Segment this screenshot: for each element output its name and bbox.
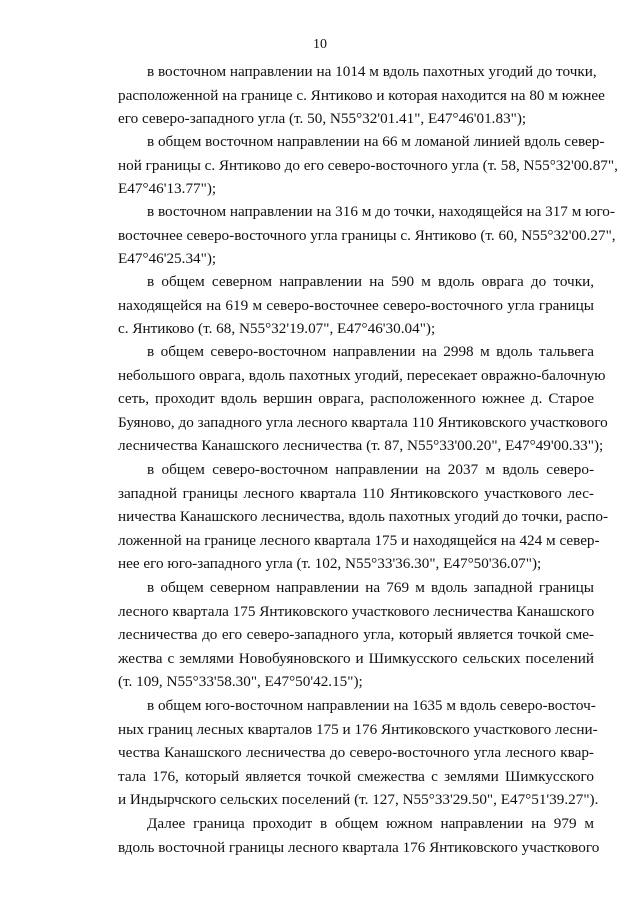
text-line: ложенной на границе лесного квартала 175 и находящейся на 424 м север- <box>118 531 600 549</box>
text-line: сеть, проходит вдоль вершин оврага, расположенного южнее д. Старое <box>118 390 594 407</box>
text-line: в общем восточном направлении на 66 м ломаной линией вдоль север- <box>147 133 605 150</box>
text-line: нее его юго-западного угла (т. 102, N55°33'36.30", E47°50'36.07"); <box>118 555 542 572</box>
paragraph-4 <box>118 270 594 341</box>
text-line: лесного квартала 175 Янтиковского участкового лесничества Канашского <box>118 602 595 620</box>
text-line: тала 176, который является точкой смежества с землями Шимкусского <box>118 767 594 785</box>
text-line: Далее граница проходит в общем южном направлении на 979 м <box>147 815 594 832</box>
paragraph-1 <box>118 60 605 131</box>
text-line: восточнее северо-восточного угла границы с. Янтиково (т. 60, N55°32'00.27", <box>118 226 616 244</box>
text-line: небольшого оврага, вдоль пахотных угодий, пересекает овражно-балочную <box>118 366 606 384</box>
text-line: ной границы с. Янтиково до его северо-восточного угла (т. 58, N55°32'00.87", <box>118 156 618 174</box>
paragraph-3 <box>118 200 616 271</box>
paragraph-9 <box>118 812 600 859</box>
text-line: с. Янтиково (т. 68, N55°32'19.07", E47°46'30.04"); <box>118 320 436 337</box>
text-line: лесничества до его северо-западного угла, который является точкой сме- <box>118 626 594 643</box>
text-line: чества Канашского лесничества до северо-восточного угла лесного квар- <box>118 744 594 761</box>
text-line: в восточном направлении на 316 м до точки, находящейся на 317 м юго- <box>147 203 615 220</box>
text-line: E47°46'13.77"); <box>118 180 217 197</box>
text-line: в общем северном направлении на 769 м вдоль западной границы <box>147 579 594 596</box>
text-line: лесничества Канашского лесничества (т. 87, N55°33'00.20", E47°49'00.33"); <box>118 437 604 454</box>
text-line: вдоль восточной границы лесного квартала 176 Янтиковского участкового <box>118 838 600 856</box>
paragraph-2 <box>118 130 618 201</box>
text-line: в общем северо-восточном направлении на 2037 м вдоль северо- <box>147 461 594 478</box>
paragraph-5 <box>118 340 608 458</box>
text-line: E47°46'25.34"); <box>118 250 217 267</box>
text-line: жества с землями Новобуяновского и Шимкусского сельских поселений <box>118 649 594 667</box>
text-line: в восточном направлении на 1014 м вдоль пахотных угодий до точки, <box>147 63 597 80</box>
paragraph-8 <box>118 694 599 812</box>
text-line: находящейся на 619 м северо-восточнее северо-восточного угла границы <box>118 296 594 314</box>
text-line: западной границы лесного квартала 110 Янтиковского участкового лес- <box>118 484 594 502</box>
text-line: и Индырчского сельских поселений (т. 127, N55°33'29.50", E47°51'39.27"). <box>118 791 599 808</box>
text-line: в общем юго-восточном направлении на 1635 м вдоль северо-восточ- <box>147 697 596 714</box>
text-line: расположенной на границе с. Янтиково и которая находится на 80 м южнее <box>118 86 605 104</box>
text-line: Буяново, до западного угла лесного квартала 110 Янтиковского участкового <box>118 413 608 431</box>
text-line: ных границ лесных кварталов 175 и 176 Янтиковского участкового лесни- <box>118 720 598 738</box>
text-line: его северо-западного угла (т. 50, N55°32'01.41", E47°46'01.83"); <box>118 110 527 127</box>
text-line: в общем северном направлении на 590 м вдоль оврага до точки, <box>147 273 594 290</box>
paragraph-7 <box>118 576 594 694</box>
text-line: в общем северо-восточном направлении на 2998 м вдоль тальвега <box>147 343 594 360</box>
page-number: 10 <box>313 37 327 52</box>
text-line: (т. 109, N55°33'58.30", E47°50'42.15"); <box>118 673 363 690</box>
text-line: ничества Канашского лесничества, вдоль пахотных угодий до точки, распо- <box>118 508 609 525</box>
paragraph-6 <box>118 458 609 576</box>
